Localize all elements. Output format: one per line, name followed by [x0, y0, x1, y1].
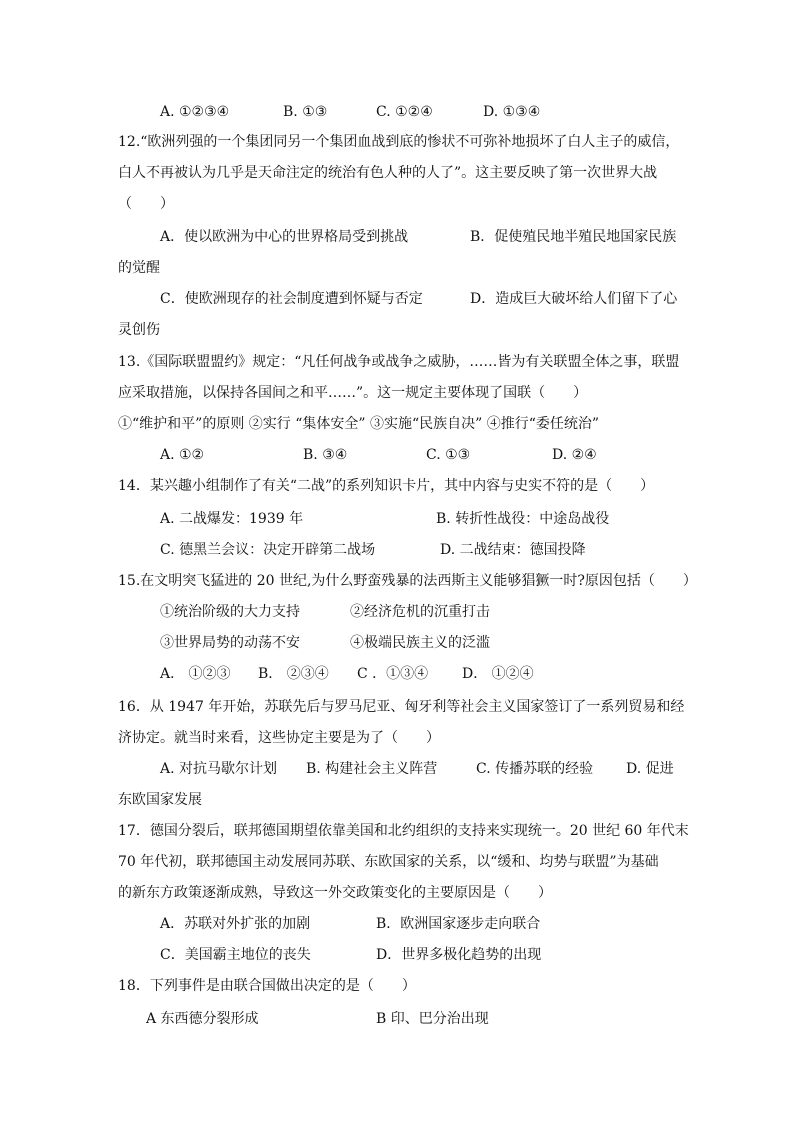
q15-stem: 15.在文明突飞猛进的 20 世纪,为什么野蛮残暴的法西斯主义能够猖獗一时?原因包括（ ）	[118, 573, 697, 589]
q17-option-b: B．欧洲国家逐步走向联合	[376, 916, 541, 932]
q14-option-a: A. 二战爆发：1939 年	[160, 511, 304, 527]
q17-stem-line1: 17．德国分裂后，联邦德国期望依靠美国和北约组织的支持来实现统一。20 世纪 60 年代末	[118, 823, 689, 839]
q12-answer-blank: （ ）	[118, 196, 174, 212]
q12-option-d: D．造成巨大破坏给人们留下了心	[470, 291, 678, 307]
q18-stem: 18．下列事件是由联合国做出决定的是（ ）	[118, 978, 416, 994]
q16-stem-line2: 济协定。就当时来看，这些协定主要是为了（ ）	[118, 730, 440, 746]
prev-option-d: D. ①③④	[483, 104, 541, 120]
q17-option-c: C．美国霸主地位的丧失	[160, 947, 311, 963]
q17-stem-line3: 的新东方政策逐渐成熟，导致这一外交政策变化的主要原因是（ ）	[118, 885, 552, 901]
q12-option-d-cont: 灵创伤	[118, 322, 160, 338]
prev-option-b: B. ①③	[283, 104, 328, 120]
q13-option-a: A. ①②	[160, 447, 205, 463]
q15-option-b: B． ②③④	[258, 666, 329, 682]
q14-option-d: D. 二战结束：德国投降	[440, 542, 586, 558]
q16-option-c: C. 传播苏联的经验	[476, 761, 594, 777]
q14-stem: 14．某兴趣小组制作了有关“二战”的系列知识卡片，其中内容与史实不符的是（ ）	[118, 478, 655, 494]
q12-stem-line1: 12.“欧洲列强的一个集团同另一个集团血战到底的惨状不可弥补地损坏了白人主子的威信，	[118, 134, 680, 150]
q15-item-3: ③世界局势的动荡不安	[160, 635, 300, 651]
q16-stem-line1: 16．从 1947 年开始，苏联先后与罗马尼亚、匈牙利等社会主义国家签订了一系列贸易和经	[118, 699, 685, 715]
q17-stem-line2: 70 年代初，联邦德国主动发展同苏联、东欧国家的关系，以“缓和、均势与联盟”为基础	[118, 854, 659, 870]
q17-option-d: D．世界多极化趋势的出现	[376, 947, 542, 963]
q14-option-b: B. 转折性战役：中途岛战役	[436, 511, 610, 527]
q13-option-d: D. ②④	[552, 447, 597, 463]
q15-option-a: A． ①②③	[160, 666, 231, 682]
q13-option-c: C. ①③	[426, 447, 471, 463]
q12-option-a: A．使以欧洲为中心的世界格局受到挑战	[160, 229, 409, 245]
q14-option-c: C. 德黑兰会议：决定开辟第二战场	[160, 542, 376, 558]
q15-item-2: ②经济危机的沉重打击	[350, 604, 490, 620]
q12-option-b: B．促使殖民地半殖民地国家民族	[470, 229, 677, 245]
q15-option-c: C ．①③④	[357, 666, 429, 682]
q12-option-c: C．使欧洲现存的社会制度遭到怀疑与否定	[160, 291, 423, 307]
q16-option-d-cont: 东欧国家发展	[118, 792, 202, 808]
q13-stem-line2: 应采取措施，以保持各国间之和平……”。这一规定主要体现了国联（ ）	[118, 385, 588, 401]
q18-option-b: B 印、巴分治出现	[376, 1011, 489, 1027]
prev-option-c: C. ①②④	[376, 104, 433, 120]
q16-option-d: D. 促进	[626, 761, 674, 777]
q15-item-1: ①统治阶级的大力支持	[160, 604, 300, 620]
q16-option-a: A. 对抗马歇尔计划	[160, 761, 278, 777]
q15-item-4: ④极端民族主义的泛滥	[350, 635, 490, 651]
q13-option-b: B. ③④	[303, 447, 348, 463]
prev-option-a: A. ①②③④	[160, 104, 230, 120]
q17-option-a: A．苏联对外扩张的加剧	[160, 916, 311, 932]
q18-option-a: A 东西德分裂形成	[146, 1011, 259, 1027]
q13-stem-line1: 13.《国际联盟盟约》规定：“凡任何战争或战争之威胁，……皆为有关联盟全体之事，联盟	[118, 354, 680, 370]
q15-option-d: D． ①②④	[462, 666, 534, 682]
q13-items: ①“维护和平”的原则 ②实行 “集体安全” ③实施“民族自决” ④推行“委任统治”	[118, 416, 600, 432]
q12-option-b-cont: 的觉醒	[118, 260, 160, 276]
q16-option-b: B. 构建社会主义阵营	[306, 761, 438, 777]
q12-stem-line2: 白人不再被认为几乎是天命注定的统治有色人种的人了”。这主要反映了第一次世界大战	[118, 165, 658, 181]
